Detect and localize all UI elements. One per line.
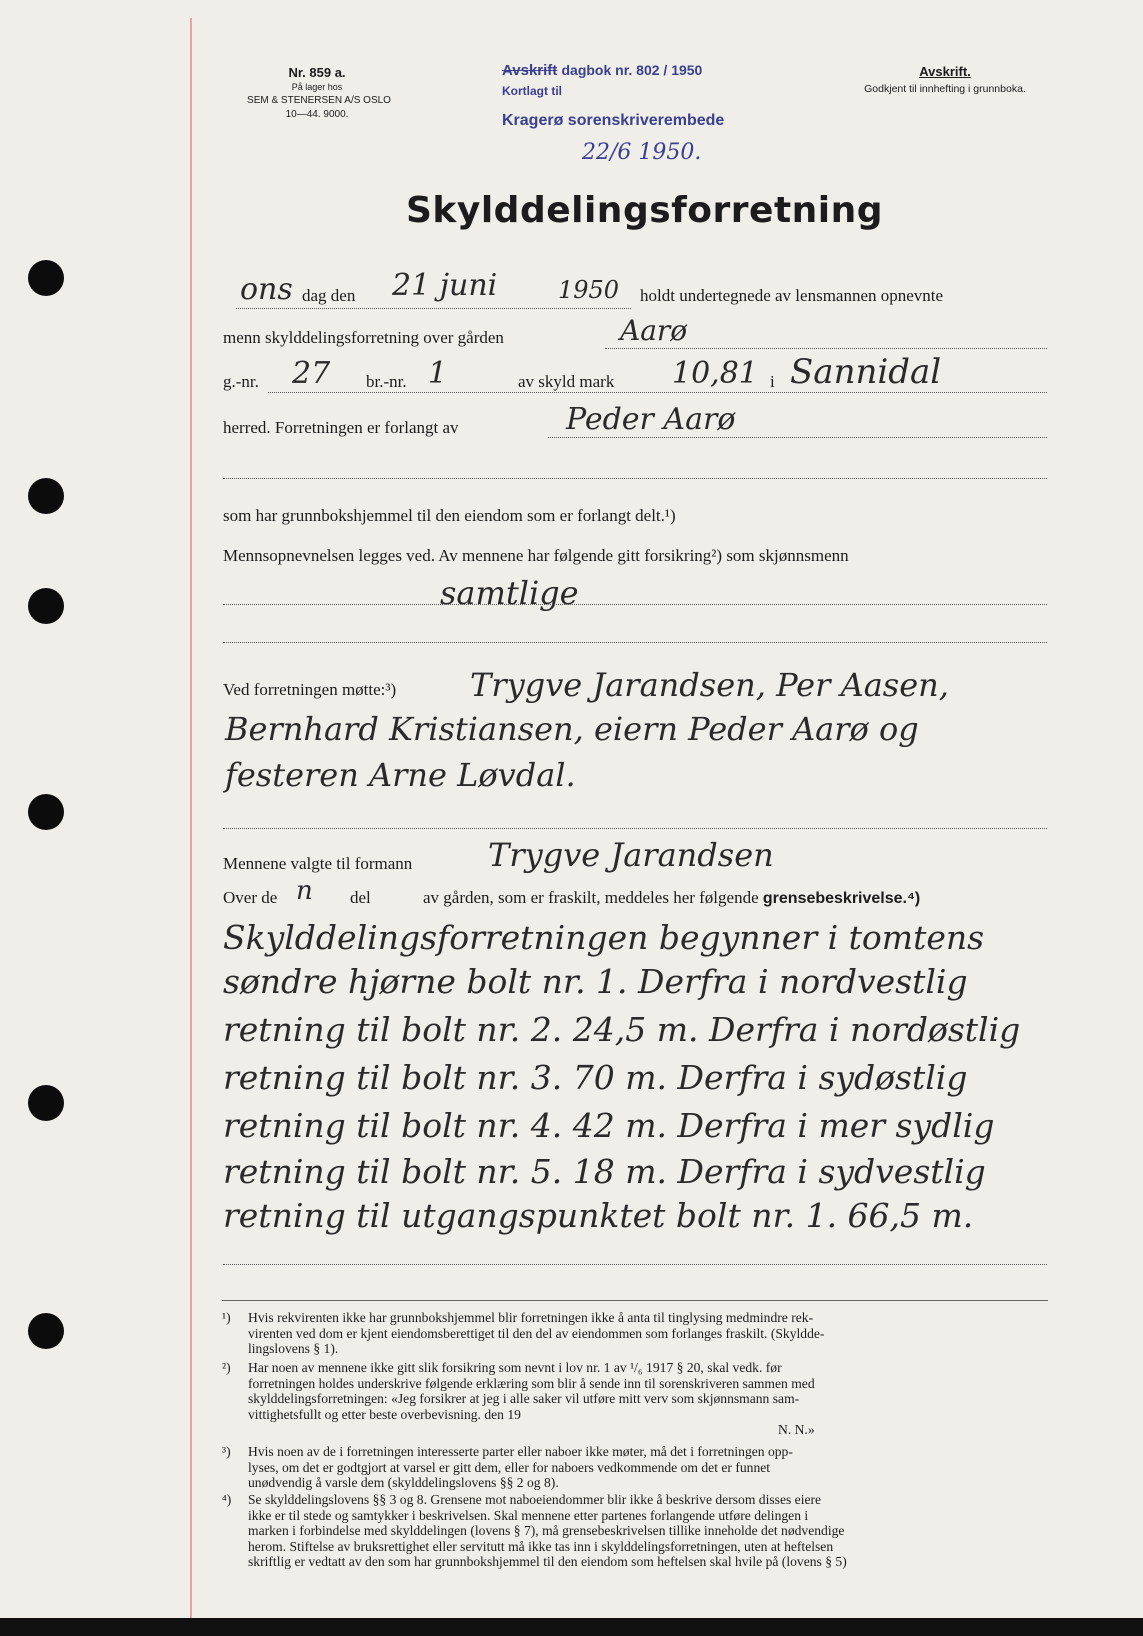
herred-label: herred. Forretningen er forlangt av bbox=[223, 418, 459, 437]
dotted-line bbox=[223, 604, 1047, 605]
formann-hand: Trygve Jarandsen bbox=[488, 836, 774, 874]
dotted-line bbox=[223, 1264, 1047, 1265]
footnote-line: herom. Stiftelse av bruksrettighet eller servitutt må ikke tas inn i skylddelingsforretningen, uten at heftelsen bbox=[248, 1538, 834, 1554]
date-hand: 21 juni bbox=[392, 268, 498, 303]
grense-text-plain: av gården, som er fraskilt, meddeles her følgende bbox=[423, 888, 759, 907]
farm-label: menn skylddelingsforretning over gården bbox=[223, 328, 504, 347]
dotted-line bbox=[223, 828, 1047, 829]
binder-hole bbox=[28, 794, 64, 830]
skyld-label: av skyld mark bbox=[518, 372, 615, 391]
weekday-hand: ons bbox=[240, 272, 293, 307]
footnote-line: Hvis noen av de i forretningen interesserte parter eller naboer ikke møter, må det i forretningen opp- bbox=[248, 1444, 793, 1459]
dotted-line bbox=[605, 348, 1047, 349]
dotted-line bbox=[236, 308, 631, 309]
skyld-hand: 10,81 bbox=[672, 356, 758, 391]
gnr-label: g.-nr. bbox=[223, 372, 259, 391]
avskrift-box bbox=[835, 64, 1055, 95]
dotted-line bbox=[223, 642, 1047, 643]
footnote-line: lyses, om det er godtgjort at varsel er gitt dem, eller for naboers vedkommende om det er funnet bbox=[248, 1459, 771, 1475]
farm-hand: Aarø bbox=[620, 314, 688, 347]
mote-label: Ved forretningen møtte:³) bbox=[223, 680, 397, 699]
over-de-label: Over de bbox=[223, 888, 278, 907]
attendees-line2: Bernhard Kristiansen, eiern Peder Aarø og bbox=[225, 710, 919, 748]
margin-rule bbox=[190, 18, 192, 1618]
footnote-line: vittighetsfullt og etter beste overbevisning. den 19 bbox=[248, 1406, 521, 1422]
avskrift-label: Avskrift. bbox=[919, 64, 971, 79]
brnr-label: br.-nr. bbox=[366, 372, 407, 391]
footnote-line: marken i forbindelse med skylddelingen (lovens § 7), må grensebeskrivelsen tillike inneholde det nødvendige bbox=[248, 1523, 845, 1539]
footnote-2 bbox=[222, 1360, 1048, 1438]
publisher-name: SEM & STENERSEN A/S OSLO bbox=[247, 95, 391, 106]
i-label: i bbox=[770, 372, 775, 391]
footnote-1 bbox=[222, 1310, 1048, 1357]
grense-text-bold: grensebeskrivelse.⁴) bbox=[762, 890, 921, 907]
stamp-struck-line: Kortlagt til bbox=[502, 84, 562, 98]
stamp-struck-word: Avskrift bbox=[502, 62, 558, 79]
footnote-signature: N. N.» bbox=[778, 1422, 815, 1438]
forsikring-hand: samtlige bbox=[440, 574, 579, 612]
footnote-line: forretningen holdes underskrive følgende erklæring som blir å sende inn til sorenskriveren sammen med bbox=[248, 1375, 815, 1391]
grunnbok-text: som har grunnbokshjemmel til den eiendom som er forlangt delt.¹) bbox=[223, 506, 676, 525]
print-code: 10—44. 9000. bbox=[285, 109, 349, 120]
footnote-number: ⁴) bbox=[222, 1492, 232, 1507]
mennsopp-text: Mennsopnevnelsen legges ved. Av mennene har følgende gitt forsikring²) som skjønnsmenn bbox=[223, 546, 849, 565]
gnr-hand: 27 bbox=[292, 356, 331, 391]
grense-text bbox=[423, 888, 920, 908]
footnote-line: skriftlig er vedtatt av den som har grunnbokshjemmel til den eiendom som heftelsen skal hvile på (lovens § 5) bbox=[248, 1554, 847, 1570]
brnr-hand: 1 bbox=[428, 356, 448, 391]
attendees-line3: festeren Arne Løvdal. bbox=[225, 756, 576, 794]
footnote-line: Har noen av mennene ikke gitt slik forsikring som nevnt i lov nr. 1 av ¹/₆ 1917 § 20, skal vedk. før bbox=[248, 1360, 782, 1375]
form-header-left bbox=[247, 65, 391, 122]
binder-hole bbox=[28, 588, 64, 624]
footnote-line: lingslovens § 1). bbox=[248, 1341, 339, 1357]
municipality-hand: Sannidal bbox=[790, 352, 942, 392]
requester-hand: Peder Aarø bbox=[566, 402, 736, 437]
dotted-line bbox=[548, 437, 1047, 438]
footnote-rule bbox=[222, 1300, 1048, 1301]
binder-hole bbox=[28, 1313, 64, 1349]
binder-hole bbox=[28, 1085, 64, 1121]
description-line: søndre hjørne bolt nr. 1. Derfra i nordvestlig bbox=[223, 962, 968, 1001]
stamp-court-name: Kragerø sorenskriverembede bbox=[502, 112, 725, 129]
description-line: retning til utgangspunktet bolt nr. 1. 66,5 m. bbox=[223, 1196, 974, 1235]
binder-hole bbox=[28, 478, 64, 514]
footnote-line: Se skylddelingslovens §§ 3 og 8. Grensene mot naboeiendommer blir ikke å beskrive dersom disses eiere bbox=[248, 1492, 822, 1507]
scan-edge bbox=[0, 1618, 1143, 1636]
formann-label: Mennene valgte til formann bbox=[223, 854, 413, 873]
description-line: retning til bolt nr. 3. 70 m. Derfra i sydøstlig bbox=[223, 1058, 968, 1097]
footnote-number: ³) bbox=[222, 1444, 231, 1459]
footnote-line: unødvendig å varsle dem (skylddelingslovens §§ 2 og 8). bbox=[248, 1475, 559, 1491]
dotted-line bbox=[223, 478, 1047, 479]
footnote-line: Hvis rekvirenten ikke har grunnbokshjemmel blir forretningen ikke å anta til tinglysing medmindre rek- bbox=[248, 1310, 814, 1325]
publisher-line: På lager hos bbox=[291, 82, 343, 92]
footnote-number: ¹) bbox=[222, 1310, 231, 1325]
dag-den-label: dag den bbox=[302, 286, 356, 305]
form-number: Nr. 859 a. bbox=[288, 65, 346, 80]
description-line: retning til bolt nr. 2. 24,5 m. Derfra i nordøstlig bbox=[223, 1010, 1021, 1049]
footnote-number: ²) bbox=[222, 1360, 231, 1375]
stamp-date: 22/6 1950. bbox=[582, 140, 702, 165]
dotted-line bbox=[268, 392, 1047, 393]
registry-stamp bbox=[502, 62, 702, 79]
binder-hole bbox=[28, 260, 64, 296]
attendees-line1: Trygve Jarandsen, Per Aasen, bbox=[470, 666, 949, 704]
document-title: Skylddelingsforretning bbox=[406, 190, 884, 231]
del-label: del bbox=[350, 888, 371, 907]
footnote-line: virenten ved dom er kjent eiendomsberettiget til den del av eiendommen som forlanges fraskilt. (Skyldde- bbox=[248, 1325, 825, 1341]
year-hand: 1950 bbox=[558, 276, 620, 304]
footnote-4 bbox=[222, 1492, 1048, 1570]
description-line: retning til bolt nr. 4. 42 m. Derfra i mer sydlig bbox=[223, 1106, 995, 1145]
stamp-journal-number: dagbok nr. 802 / 1950 bbox=[561, 62, 703, 78]
footnote-3 bbox=[222, 1444, 1048, 1491]
avskrift-sub: Godkjent til innhefting i grunnboka. bbox=[864, 83, 1026, 95]
footnote-line: ikke er til stede og samtykker i beskrivelsen. Skal mennene etter partenes forlangende utføre delingen i bbox=[248, 1507, 809, 1523]
line1-text: holdt undertegnede av lensmannen opnevnte bbox=[640, 286, 944, 305]
description-line: retning til bolt nr. 5. 18 m. Derfra i sydvestlig bbox=[223, 1152, 986, 1191]
over-de-hand: n bbox=[296, 876, 313, 906]
description-line: Skylddelingsforretningen begynner i tomtens bbox=[223, 918, 985, 957]
footnote-line: skylddelingsforretningen: «Jeg forsikrer at jeg i alle saker vil utføre mitt verv som skjønnsmann sam- bbox=[248, 1391, 800, 1407]
